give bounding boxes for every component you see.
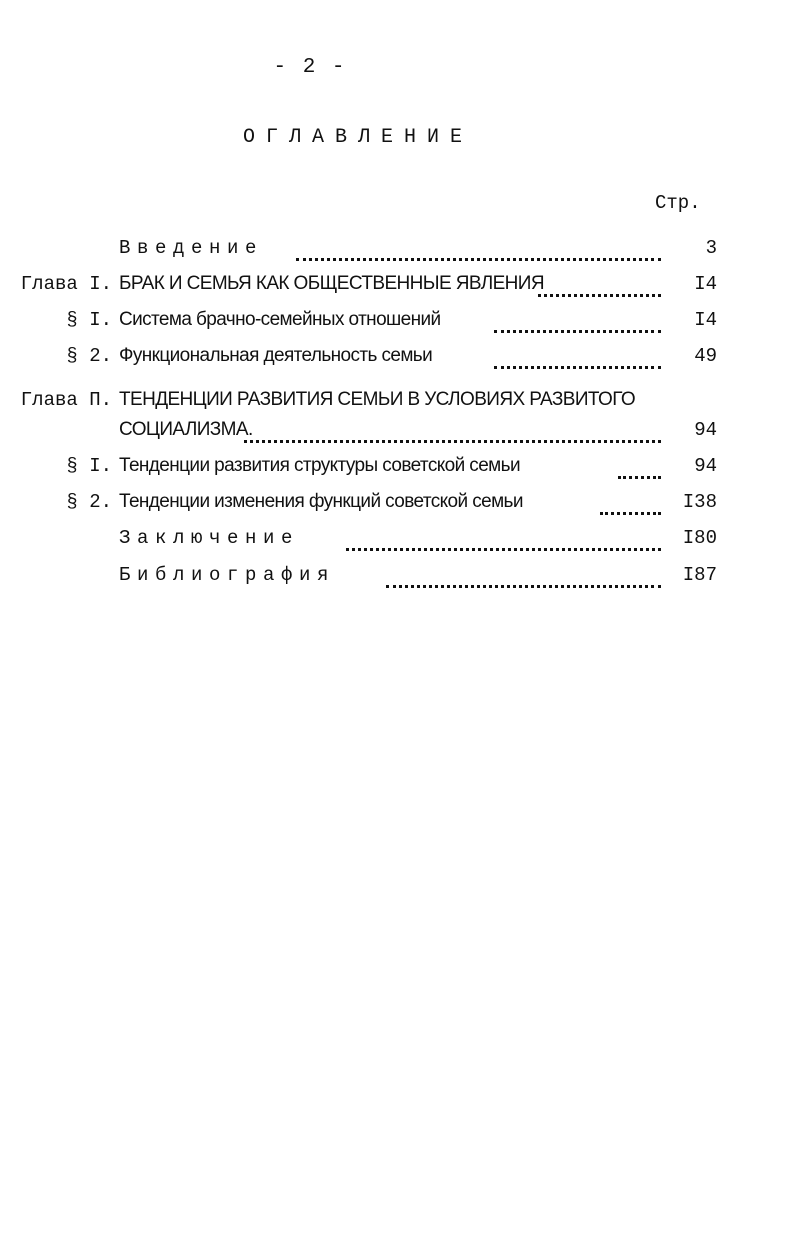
dot-leader [386,555,661,588]
dot-leader [494,336,661,369]
toc-entry-text: БРАК И СЕМЬЯ КАК ОБЩЕСТВЕННЫЕ ЯВЛЕНИЯ [119,273,544,294]
toc-entry-prefix: § 2. [66,345,112,367]
toc-entry-page: I4 [694,309,717,331]
dot-leader [618,446,661,479]
toc-entry-prefix: Глава П. [20,389,112,411]
toc-title: ОГЛАВЛЕНИЕ [242,126,474,149]
dot-leader [346,518,661,551]
toc-entry-bibliography [0,560,793,590]
toc-entry-text: Тенденции изменения функций советской семьи [119,491,523,512]
toc-entry-page: 49 [694,345,717,367]
toc-entry-text: Заключение [119,527,300,549]
toc-entry-section-2-2 [0,487,793,517]
toc-entry-page: I80 [682,527,717,549]
toc-entry-page: 3 [705,237,717,259]
toc-entry-text: Тенденции развития структуры советской семьи [119,455,520,476]
toc-entry-text-continued: СОЦИАЛИЗМА. [119,419,253,440]
toc-entry-prefix: § 2. [66,491,112,513]
toc-entry-page: I4 [694,273,717,295]
toc-entry-prefix: § I. [66,455,112,477]
toc-entry-prefix: § I. [66,309,112,331]
toc-entry-section-1-1 [0,305,793,335]
toc-entry-chapter-1 [0,269,793,299]
dot-leader [244,410,661,443]
toc-entry-introduction [0,233,793,263]
toc-entry-page: I38 [682,491,717,513]
toc-entry-text: Функциональная деятельность семьи [119,345,433,366]
toc-entry-page: 94 [694,455,717,477]
dot-leader [494,300,661,333]
toc-entry-text: ТЕНДЕНЦИИ РАЗВИТИЯ СЕМЬИ В УСЛОВИЯХ РАЗВИТОГО [119,389,636,410]
toc-entry-conclusion [0,523,793,553]
toc-entry-section-1-2 [0,341,793,371]
toc-entry-page: I87 [682,564,717,586]
dot-leader [538,264,661,297]
dot-leader [296,228,661,261]
dot-leader [600,482,661,515]
toc-entry-text: Введение [119,237,264,259]
toc-entry-text: Система брачно-семейных отношений [119,309,441,330]
page-column-label: Стр. [655,192,701,214]
toc-entry-section-2-1 [0,451,793,481]
toc-entry-text: Библиография [119,564,336,586]
toc-entry-page: 94 [694,419,717,441]
toc-entry-chapter-2-continued [0,415,793,445]
page-number: - 2 - [273,56,347,79]
toc-entry-prefix: Глава I. [20,273,112,295]
